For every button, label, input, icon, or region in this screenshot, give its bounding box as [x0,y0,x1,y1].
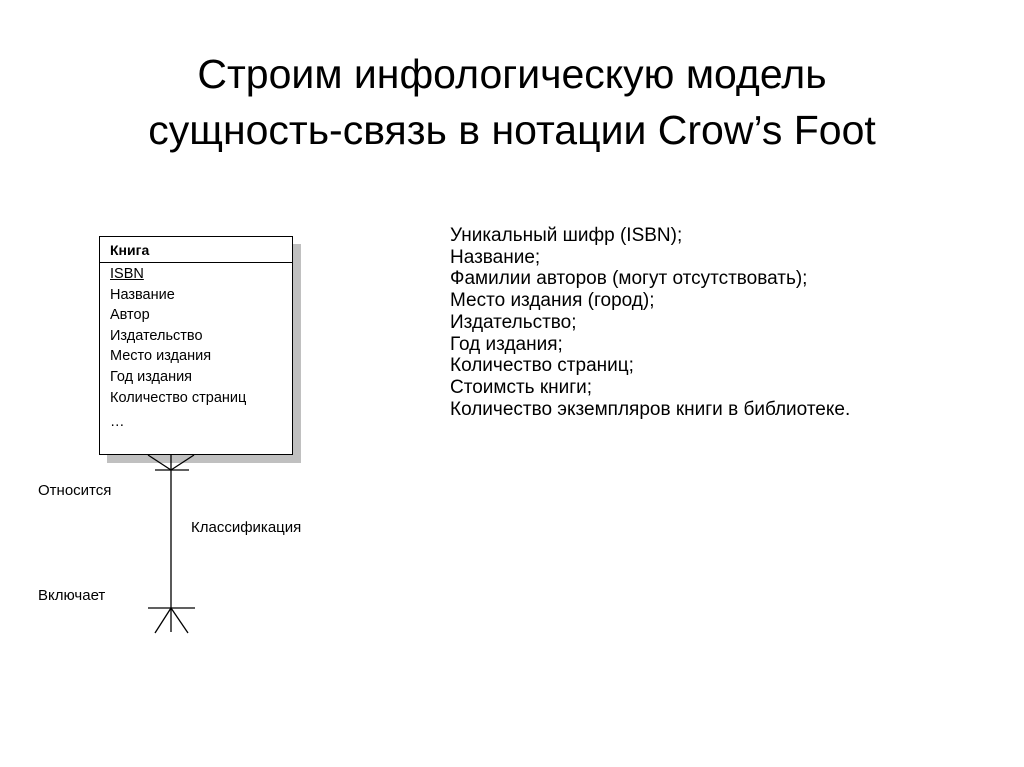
entity-field-ellipsis: … [110,414,125,431]
description-item: Название; [450,246,541,268]
description-item: Количество страниц; [450,355,634,377]
crows-foot-bottom [155,608,171,633]
title-line-2: сущность-связь в нотации Crow’s Foot [148,107,876,153]
description-item: Место издания (город); [450,290,655,312]
crows-foot-top [171,455,194,470]
role-top-label: Относится [38,482,112,499]
entity-field: Год издания [110,368,193,385]
entity-field: Количество страниц [110,389,247,406]
crows-foot-bottom [171,608,188,633]
description-item: Количество экземпляров книги в библиотеке. [450,398,851,420]
entity-field: Издательство [110,327,203,344]
entity-field-pk: ISBN [110,266,144,282]
entity-name: Книга [100,237,292,263]
attribute-description-list [450,225,850,420]
role-bottom-label: Включает [38,587,106,604]
description-item: Фамилии авторов (могут отсутствовать); [450,268,808,290]
description-item: Стоимсть книги; [450,376,593,398]
entity-field: Автор [110,307,150,324]
description-item: Год издания; [450,333,563,355]
entity-field: Название [110,286,175,303]
description-item: Издательство; [450,311,577,333]
title-line-1: Строим инфологическую модель [197,51,827,97]
crows-foot-top [148,455,171,470]
relationship-name: Классификация [191,519,302,536]
entity-field: Место издания [110,348,212,365]
description-item: Уникальный шифр (ISBN); [450,225,683,246]
